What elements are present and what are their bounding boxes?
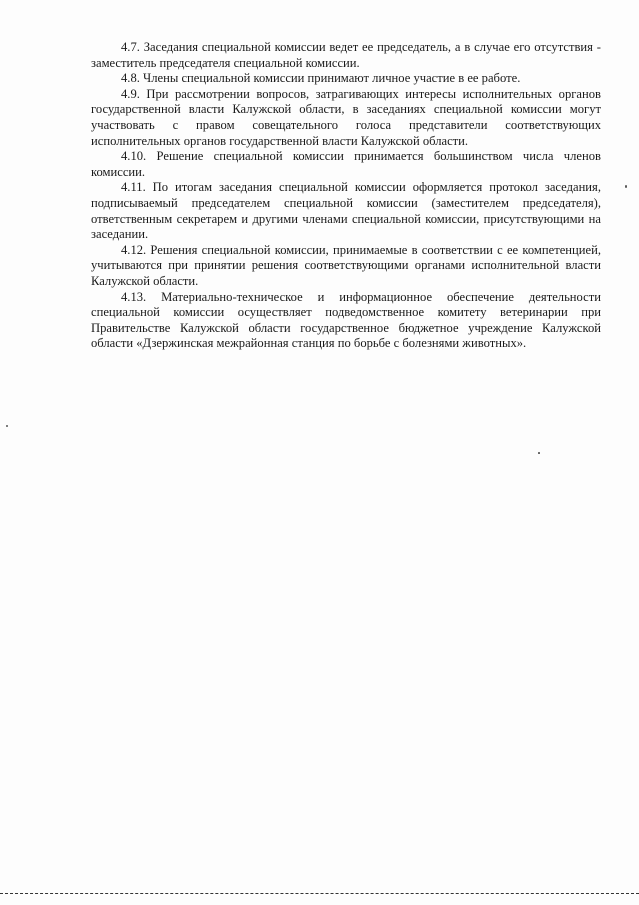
scan-speck [6, 425, 8, 427]
paragraph-4-12: 4.12. Решения специальной комиссии, принимаемые в соответствии с ее компетенцией, учитываются при принятии решения соответствующими органами исполнительной власти Калужской области. [91, 242, 601, 288]
paragraph-4-11: 4.11. По итогам заседания специальной комиссии оформляется протокол заседания, подписываемый председателем специальной комиссии (заместителем председателя), ответственным секретарем и другими членами специальной комиссии, присутствующими на заседании. [91, 180, 601, 242]
paragraph-4-9: 4.9. При рассмотрении вопросов, затрагивающих интересы исполнительных органов государственной власти Калужской области, в заседаниях специальной комиссии могут участвовать с правом совещательного голоса представители соответствующих исполнительных органов государственной власти Калужской области. [91, 86, 601, 148]
document-body [91, 40, 601, 352]
scan-speck [538, 452, 540, 454]
paragraph-4-7: 4.7. Заседания специальной комиссии ведет ее председатель, а в случае его отсутствия - заместитель председателя специальной комиссии. [91, 40, 601, 70]
paragraph-4-13: 4.13. Материально-техническое и информационное обеспечение деятельности специальной комиссии осуществляет подведомственное комитету ветеринарии при Правительстве Калужской области государственное бюджетное учреждение Калужской области «Дзержинская межрайонная станция по борьбе с болезнями животных». [91, 289, 601, 351]
paragraph-4-10: 4.10. Решение специальной комиссии принимается большинством числа членов комиссии. [91, 149, 601, 179]
scan-bottom-edge [0, 893, 639, 898]
paragraph-4-8: 4.8. Члены специальной комиссии принимают личное участие в ее работе. [121, 71, 521, 86]
scan-speck [625, 185, 627, 188]
